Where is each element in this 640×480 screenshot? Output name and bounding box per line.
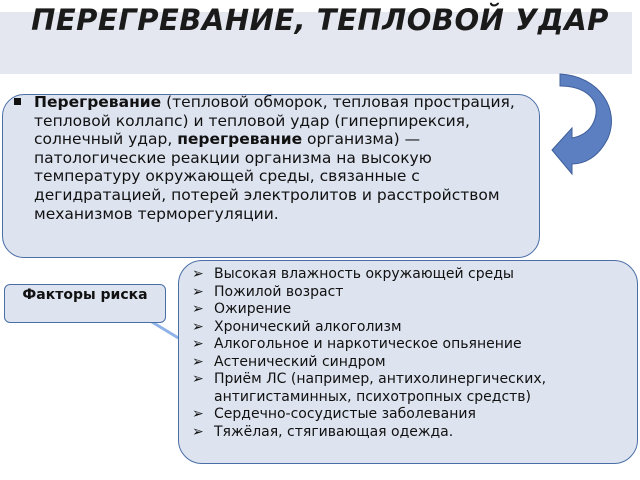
risk-factors-list [190, 266, 634, 441]
risk-factors-label: Факторы риска [4, 284, 166, 323]
list-item: ➢ Астенический синдром [192, 353, 386, 370]
list-item: ➢ Тяжёлая, стягивающая одежда. [192, 423, 454, 440]
curved-arrow-icon [552, 74, 611, 174]
list-item: ➢ Приём ЛС (например, антихолинергических, антигистаминных, психотропных средств) [192, 371, 547, 405]
definition-term: Перегревание [34, 93, 162, 111]
page-title: ПЕРЕГРЕВАНИЕ, ТЕПЛОВОЙ УДАР [31, 3, 609, 37]
check-icon: ➢ [192, 301, 204, 317]
check-icon: ➢ [192, 283, 204, 300]
definition-part-1: (тепловой обморок, тепловая прострация, тепловой коллапс) и тепловой удар (гиперпирексия, солнечный удар, [34, 93, 515, 149]
check-icon: ➢ [192, 336, 204, 352]
list-item: ➢ Высокая влажность окружающей среды [192, 266, 514, 282]
check-icon: ➢ [192, 406, 204, 422]
check-icon: ➢ [192, 423, 204, 440]
list-item: ➢ Пожилой возраст [192, 283, 344, 300]
check-icon: ➢ [192, 353, 204, 370]
check-icon: ➢ [192, 318, 204, 335]
definition-part-2: организма) — патологические реакции организма на высокую температуру окружающей среды, связанные с дегидратацией, потерей электролитов и расстройством механизмов терморегуляции. [34, 130, 500, 223]
list-item: ➢ Хронический алкоголизм [192, 318, 402, 335]
check-icon: ➢ [192, 371, 204, 387]
list-item: ➢ Алкогольное и наркотическое опьянение [192, 336, 522, 352]
list-item: ➢ Сердечно-сосудистые заболевания [192, 406, 476, 422]
definition-term-2: перегревание [177, 130, 303, 149]
list-item: ➢ Ожирение [192, 301, 292, 317]
check-icon: ➢ [192, 266, 204, 282]
